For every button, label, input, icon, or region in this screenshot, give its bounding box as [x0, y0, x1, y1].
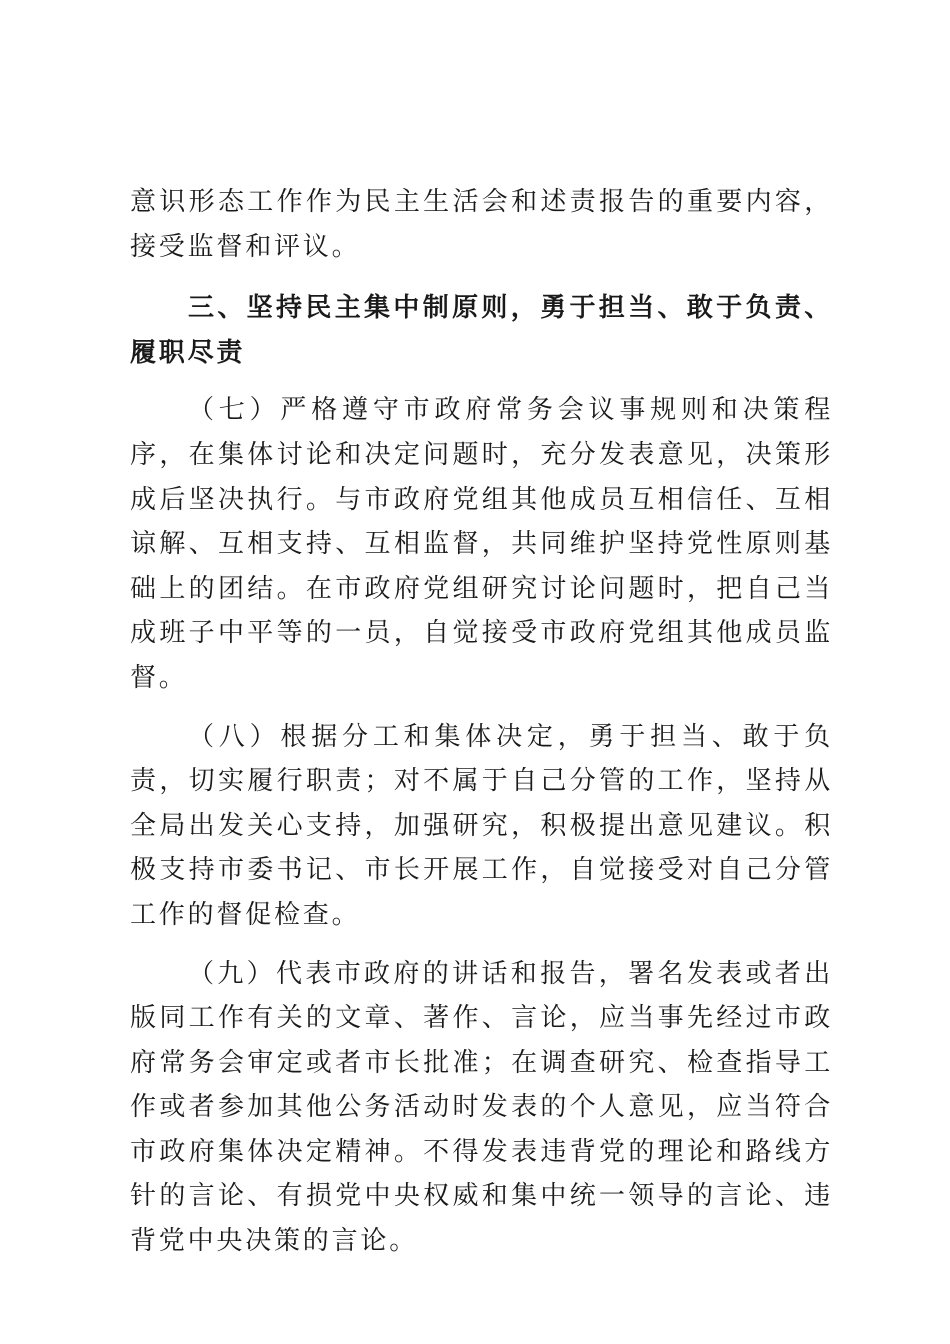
section-heading-three: 三、坚持民主集中制原则，勇于担当、敢于负责、履职尽责 — [130, 293, 833, 368]
paragraph-item-nine: （九）代表市政府的讲话和报告，署名发表或者出版同工作有关的文章、著作、言论，应当事先经过市政府常务会审定或者市长批准；在调查研究、检查指导工作或者参加其他公务活动时发表的个人意见，应当符合市政府集体决定精神。不得发表违背党的理论和路线方针的言论、有损党中央权威和集中统一领导的言论、违背党中央决策的言论。 — [130, 958, 833, 1257]
paragraph-continuation: 意识形态工作作为民主生活会和述责报告的重要内容，接受监督和评议。 — [130, 187, 833, 262]
document-page — [130, 180, 833, 1264]
paragraph-item-eight: （八）根据分工和集体决定，勇于担当、敢于负责，切实履行职责；对不属于自己分管的工作，坚持从全局出发关心支持，加强研究，积极提出意见建议。积极支持市委书记、市长开展工作，自觉接受对自己分管工作的督促检查。 — [130, 721, 833, 930]
paragraph-item-seven: （七）严格遵守市政府常务会议事规则和决策程序，在集体讨论和决定问题时，充分发表意见，决策形成后坚决执行。与市政府党组其他成员互相信任、互相谅解、互相支持、互相监督，共同维护坚持党性原则基础上的团结。在市政府党组研究讨论问题时，把自己当成班子中平等的一员，自觉接受市政府党组其他成员监督。 — [130, 395, 833, 693]
